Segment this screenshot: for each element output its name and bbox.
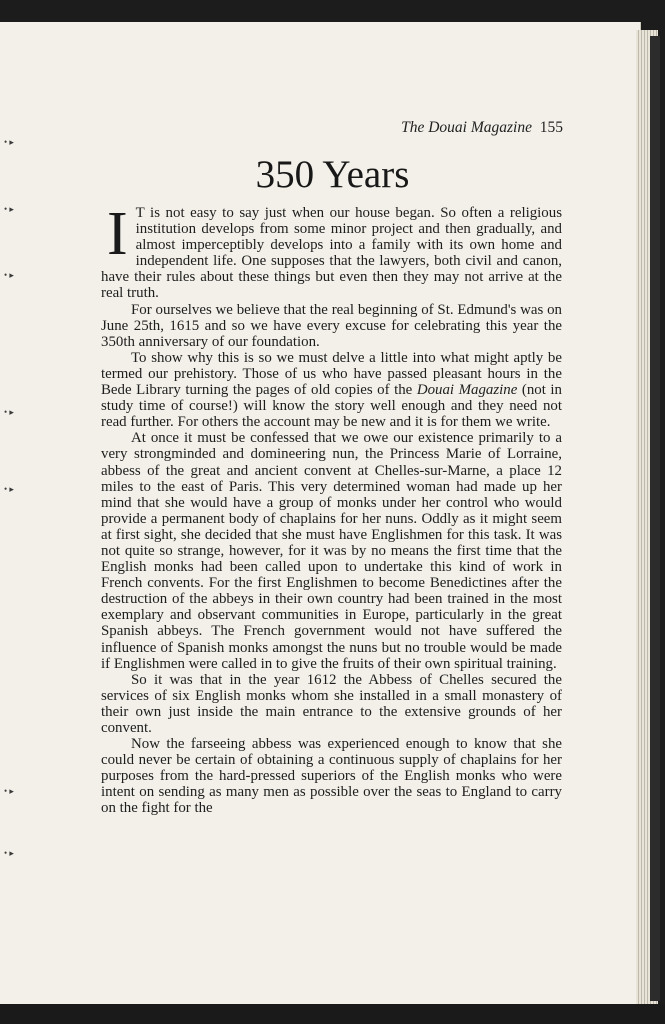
magazine-name: The Douai Magazine: [401, 119, 532, 136]
margin-mark: • ▸: [4, 484, 14, 494]
paragraph: For ourselves we believe that the real beginning of St. Edmund's was on June 25th, 1615 and so we have every excuse for celebrating this year the 350th anniversary of our foundation.: [101, 301, 562, 350]
article-body: [101, 200, 562, 817]
margin-mark: • ▸: [4, 786, 14, 796]
running-head: [0, 119, 563, 137]
paragraph: So it was that in the year 1612 the Abbess of Chelles secured the services of six English monks whom she installed in a small monastery of their own just inside the main entrance to the extensive grounds of her convent.: [101, 671, 562, 736]
margin-mark: • ▸: [4, 848, 14, 858]
paragraph: At once it must be confessed that we owe our existence primarily to a very strongminded and domineering nun, the Princess Marie of Lorraine, abbess of the great and ancient convent at Chelles-sur-Marne, a place 12 miles to the east of Paris. This very determined woman had made up her mind that she would have a group of monks under her control who would provide a permanent body of chaplains for her nuns. Oddly as it might seem at first sight, she decided that she must have Englishmen for this task. It was not quite so strange, however, for it was by no means the first time that the English monks had been called upon to undertake this kind of work in French convents. For the first Englishmen to become Benedictines after the destruction of the abbeys in their own country had been trained in the most exemplary and observant communities in Europe, particularly in the great Spanish abbeys. The French government would not have suffered the influence of Spanish monks amongst the nuns but no trouble would be made if Englishmen were called in to give the fruits of their own spiritual training.: [101, 430, 562, 672]
margin-mark: • ▸: [4, 137, 14, 147]
bottom-shadow: [0, 1004, 665, 1024]
paragraph-text: T is not easy to say just when our house began. So often a religious institution develops from some minor project and then gradually, and almost imperceptibly develops into a family with its own home and independent life. One supposes that the lawyers, both civil and canon, have their rules about these things but even then they may not arrive at the real truth.: [101, 205, 562, 302]
paragraph-text: To show why this is so we must delve a little into what might aptly be termed our prehistory. Those of us who have passed pleasant hours in the Bede Library turning the pages of old copies of the: [101, 349, 562, 399]
paragraph-text: (not in study time of course!) will know the story well enough and they need not read further. For others the account may be new and it is for them we write.: [101, 382, 562, 431]
italic-title: Douai Magazine: [416, 382, 518, 399]
margin-mark: • ▸: [4, 407, 14, 417]
margin-mark: • ▸: [4, 204, 14, 214]
margin-mark: • ▸: [4, 270, 14, 280]
drop-cap: I: [107, 200, 128, 268]
paragraph: Now the farseeing abbess was experienced enough to know that she could never be certain of obtaining a continuous supply of chaplains for her purposes from the hard-pressed superiors of the English monks who were intent on sending as many men as possible over the seas to England to carry on the fight for the: [101, 736, 562, 817]
page-number: 155: [539, 119, 563, 136]
article-title: 350 Years: [255, 153, 410, 196]
paragraph: [101, 200, 562, 302]
paragraph: [101, 350, 562, 430]
